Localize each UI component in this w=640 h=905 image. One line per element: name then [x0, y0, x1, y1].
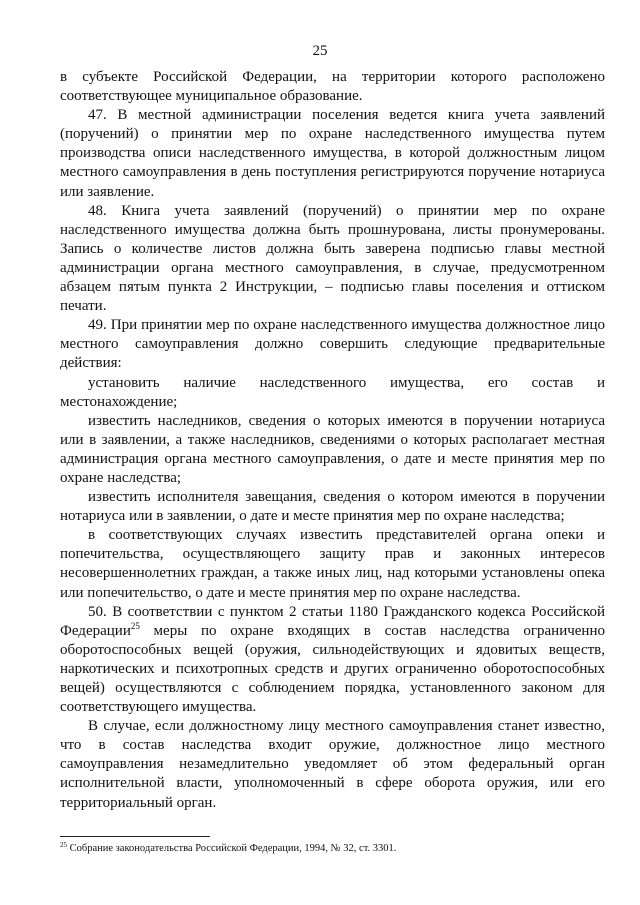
body-text	[60, 68, 605, 813]
paragraph-number: 49.	[88, 317, 107, 334]
paragraph-text: В соответствии с пунктом 2 статьи 1180 Гражданского кодекса Российской Федерации	[60, 603, 606, 639]
paragraph-number: 50.	[88, 603, 107, 620]
footnote-divider	[60, 836, 210, 837]
paragraph-text: В местной администрации поселения ведется книга учета заявлений (поручений) о принятии мер по охране наследственного имущества путем производства описи наследственного имущества, в которой должностным лицом местного самоуправления в день поступления регистрируются поручение нотариуса или заявление.	[60, 107, 605, 200]
paragraph-text: известить исполнителя завещания, сведения о котором имеются в поручении нотариуса или в заявлении, о дате и месте принятия мер по охране наследства;	[60, 489, 605, 525]
footnote	[60, 842, 605, 855]
paragraph-text-continued: меры по охране входящих в состав наследства ограниченно оборотоспособных вещей (оружия, сильнодействующих и ядовитых веществ, наркотических и психотропных средств и других ограниченно оборотоспособных вещей) осуществляются с соблюдением порядка, установленного законом для соответствующего имущества.	[60, 622, 605, 716]
list-item-establish-property	[60, 374, 605, 412]
paragraph-text: Книга учета заявлений (поручений) о принятии мер по охране наследственного имущества должна быть прошнурована, листы пронумерованы. Запись о количестве листов должна быть заверена подписью главы местной администрации органа местного самоуправления, в случае, предусмотренном абзацем пятым пункта 2 Инструкции, – подписью главы поселения и оттиском печати.	[60, 202, 606, 315]
paragraph-text: При принятии мер по охране наследственного имущества должностное лицо местного самоуправления должно совершить следующие предварительные действия:	[60, 317, 605, 372]
footnote-text: Собрание законодательства Российской Федерации, 1994, № 32, ст. 3301.	[69, 843, 397, 854]
paragraph-number: 47.	[88, 107, 107, 124]
footnote-mark: 25	[60, 841, 67, 849]
list-item-notify-heirs	[60, 412, 605, 488]
paragraph-text: в субъекте Российской Федерации, на территории которого расположено соответствующее муниципальное образование.	[60, 69, 605, 105]
paragraph-47	[60, 106, 605, 201]
paragraph-48	[60, 202, 605, 317]
paragraph-text: известить наследников, сведения о которых имеются в поручении нотариуса или в заявлении, а также наследников, сведениями о которых располагает местная администрация органа местного самоуправления, о дате и месте принятия мер по охране наследства;	[60, 412, 605, 486]
list-item-notify-executor	[60, 488, 605, 526]
paragraph-number: 48.	[88, 202, 107, 219]
paragraph-text: установить наличие наследственного имущества, его состав и местонахождение;	[60, 374, 605, 410]
paragraph-50	[60, 603, 605, 718]
footnote-reference: 25	[130, 620, 140, 631]
list-item-notify-guardianship	[60, 526, 605, 602]
page-number: 25	[312, 43, 328, 59]
paragraph-continuation	[60, 68, 605, 106]
paragraph-text: в соответствующих случаях известить представителей органа опеки и попечительства, осуществляющего защиту прав и законных интересов несовершеннолетних граждан, а также иных лиц, над которыми установлены опека или попечительство, о дате и месте принятия мер по охране наследства.	[60, 527, 605, 601]
paragraph-weapons-notice	[60, 717, 605, 812]
paragraph-text: В случае, если должностному лицу местного самоуправления станет известно, что в состав наследства входит оружие, должностное лицо местного самоуправления незамедлительно уведомляет об этом федеральный орган исполнительной власти, уполномоченный в сфере оборота оружия, или его территориальный орган.	[60, 718, 605, 811]
paragraph-49	[60, 316, 605, 373]
